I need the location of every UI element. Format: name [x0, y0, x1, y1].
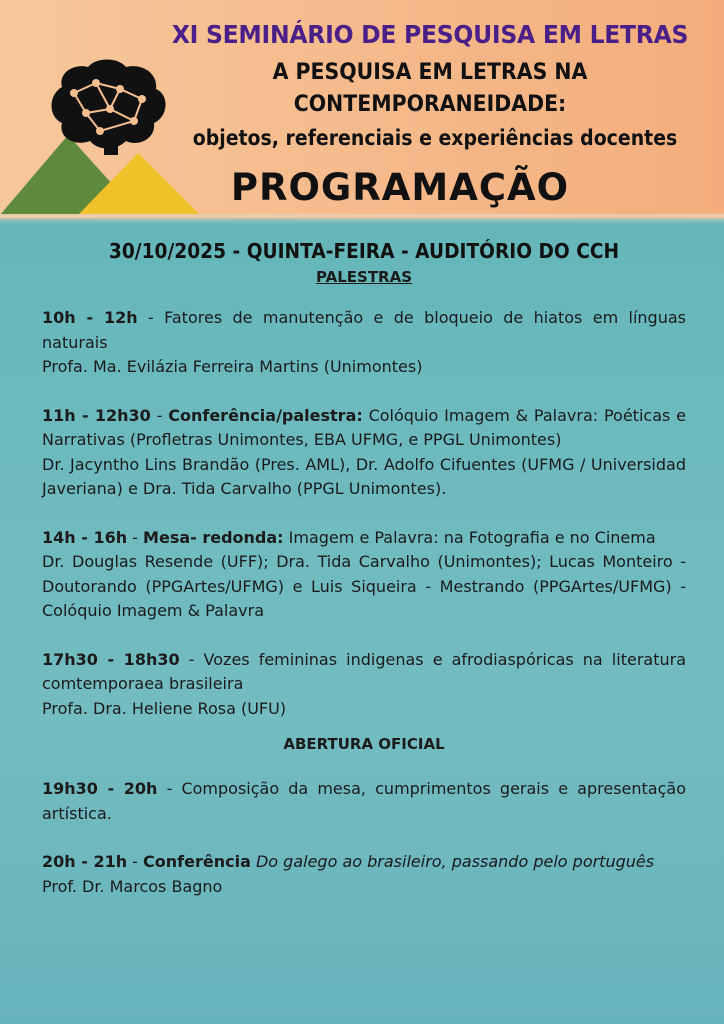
- event-item: 20h - 21h - Conferência Do galego ao brasileiro, passando pelo português Prof. Dr. Marcos Bagno: [42, 852, 655, 896]
- theme-line-1: A PESQUISA EM LETRAS NA: [272, 60, 588, 85]
- logo: [0, 55, 200, 217]
- header-divider: [0, 214, 724, 224]
- section-heading-abertura: ABERTURA OFICIAL: [283, 735, 445, 753]
- theme-line-2: CONTEMPORANEIDADE:: [293, 92, 567, 117]
- program-heading: PROGRAMAÇÃO: [230, 166, 570, 209]
- event-time: 14h - 16h: [42, 527, 128, 547]
- theme-subtitle: objetos, referenciais e experiências docentes: [192, 126, 678, 150]
- event-title: Fatores de manutenção e de bloqueio de hiatos em línguas naturais: [42, 308, 686, 352]
- event-kind: Conferência/palestra:: [168, 405, 363, 425]
- event-time: 20h - 21h: [42, 852, 128, 871]
- event-title: Do galego ao brasileiro, passando pelo português: [250, 852, 655, 871]
- event-item: 10h - 12h - Fatores de manutenção e de bloqueio de hiatos em línguas naturais Profa. Ma. Evilázia Ferreira Martins (Unimontes): [42, 308, 686, 376]
- schedule: [42, 236, 686, 899]
- event-speakers: Prof. Dr. Marcos Bagno: [42, 876, 223, 896]
- event-item: 19h30 - 20h - Composição da mesa, cumprimentos gerais e apresentação artística.: [42, 779, 686, 823]
- event-title: Vozes femininas indigenas e afrodiaspóricas na literatura comtemporaea brasileira: [42, 649, 686, 693]
- event-kind: Mesa- redonda:: [143, 527, 284, 547]
- event-title: Composição da mesa, cumprimentos gerais e apresentação artística.: [42, 779, 686, 823]
- section-heading-palestras: PALESTRAS: [315, 268, 413, 286]
- event-item: 11h - 12h30 - Conferência/palestra: Colóquio Imagem & Palavra: Poéticas e Narrativas (Profletras Unimontes, EBA UFMG, e PPGL Unimontes) Dr. Jacyntho Lins Brandão (Pres. AML), Dr. Adolfo Cifuentes (UFMG / Universidad Javeriana) e Dra. Tida Carvalho (PPGL Unimontes).: [42, 405, 686, 498]
- event-item: 14h - 16h - Mesa- redonda: Imagem e Palavra: na Fotografia e no Cinema Dr. Douglas Resende (UFF); Dra. Tida Carvalho (Unimontes); Lucas Monteiro - Doutorando (PPGArtes/UFMG) e Luis Siqueira - Mestrando (PPGArtes/UFMG) - Colóquio Imagem & Palavra: [42, 527, 686, 620]
- header-banner: [0, 0, 724, 218]
- day-heading: 30/10/2025 - QUINTA-FEIRA - AUDITÓRIO DO CCH: [108, 239, 620, 263]
- event-item: 17h30 - 18h30 - Vozes femininas indigenas e afrodiaspóricas na literatura comtemporaea brasileira Profa. Dra. Heliene Rosa (UFU): [42, 649, 686, 718]
- seminar-title: XI SEMINÁRIO DE PESQUISA EM LETRAS: [171, 20, 689, 49]
- event-speakers: Profa. Ma. Evilázia Ferreira Martins (Unimontes): [42, 357, 423, 376]
- event-time: 19h30 - 20h: [42, 779, 158, 798]
- event-title: Imagem e Palavra: na Fotografia e no Cinema: [283, 527, 656, 547]
- event-speakers: Dr. Jacyntho Lins Brandão (Pres. AML), Dr. Adolfo Cifuentes (UFMG / Universidad Javeriana) e Dra. Tida Carvalho (PPGL Unimontes).: [42, 454, 686, 498]
- event-speakers: Dr. Douglas Resende (UFF); Dra. Tida Carvalho (Unimontes); Lucas Monteiro - Doutorando (PPGArtes/UFMG) e Luis Siqueira - Mestrando (PPGArtes/UFMG) - Colóquio Imagem & Palavra: [42, 552, 686, 620]
- event-time: 17h30 - 18h30: [42, 649, 180, 669]
- event-title: Colóquio Imagem & Palavra: Poéticas e Narrativas (Profletras Unimontes, EBA UFMG, e PPGL Unimontes): [42, 405, 686, 449]
- event-time: 10h - 12h: [42, 308, 138, 327]
- event-time: 11h - 12h30: [42, 405, 151, 425]
- event-kind: Conferência: [143, 852, 251, 871]
- event-speakers: Profa. Dra. Heliene Rosa (UFU): [42, 698, 287, 718]
